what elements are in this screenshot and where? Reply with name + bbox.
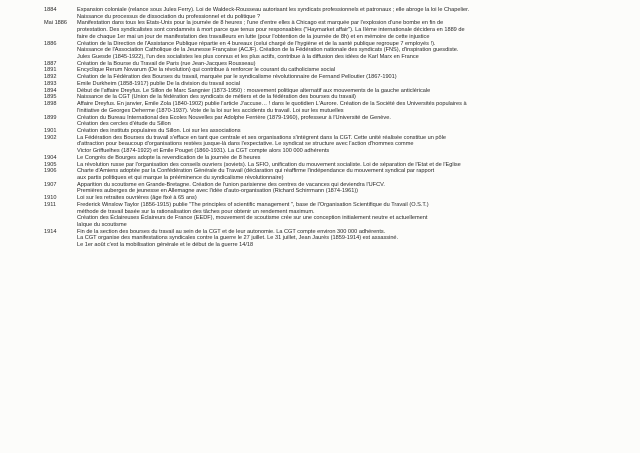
entry-year: 1891 (44, 67, 57, 74)
entry-line: La révolution russe par l'organisation des conseils ouvriers (soviets). La SFIO, unification du mouvement socialiste. Loi de séparation de l'Etat et de l'Eglise (77, 161, 461, 168)
entry-text (77, 155, 632, 162)
entry-line: Expansion coloniale (relance sous Jules Ferry). Loi de Waldeck-Rousseau autorisant les syndicats professionnels et patronaux ; elle abroge la loi le Chapelier. (77, 7, 470, 13)
entry-line: Début de l'affaire Dreyfus. Le Sillon de Marc Sangnier (1873-1950) : mouvement politique alternatif aux mouvements de la gauche anticléricale (77, 87, 431, 94)
entry-text (77, 195, 632, 202)
entry-year: 1886 (44, 40, 57, 47)
entry-line: Emile Durkheim (1858-1917) publie De la division du travail social (77, 80, 240, 87)
timeline-entry-1899 (44, 115, 632, 128)
entry-line: faire de chaque 1er mai un jour de manifestation des travailleurs en lutte (pour l'obtention de la journée de 8h) et en mémoire de cette injustice (77, 33, 430, 40)
entry-year: 1901 (44, 127, 57, 134)
timeline-entry-1891 (44, 67, 632, 74)
entry-line: aux partis politiques et qui marque la prééminence du syndicalisme révolutionnaire) (77, 174, 284, 181)
timeline-entry-1901 (44, 128, 632, 135)
entry-line: Création des instituts populaires du Sillon. Loi sur les associations (77, 127, 241, 134)
entry-line: Jules Guesde (1845-1922), l'un des socialistes les plus connus et les plus actifs, contribue à la diffusion des idées de Karl Marx en France (77, 54, 419, 61)
entry-line: Encyclique Rerum Novarum (De la révolution) qui contribue à renforcer le courant du catholicisme social (77, 67, 336, 74)
entry-text (77, 135, 632, 155)
entry-line: Apparition du scoutisme en Grande-Bretagne. Création de l'union parisienne des centres de vacances qui deviendra l'UFCV. (77, 181, 385, 188)
entry-line: Création du Bureau International des Ecoles Nouvelles par Adolphe Ferrière (1879-1960), professeur à l'Université de Genève. (77, 114, 391, 121)
entry-line: Affaire Dreyfus. En janvier, Emile Zola (1840-1902) publie l'article J'accuse… ! dans le quotidien L'Aurore. Création de la Société des Universités populaires à (77, 101, 467, 108)
timeline-entry-1894 (44, 88, 632, 95)
entry-year: Mai 1886 (44, 20, 68, 27)
timeline-entry-1910 (44, 195, 632, 202)
timeline-entry-1906 (44, 168, 632, 181)
entry-line: Manifestation dans tous les Etats-Unis pour la journée de 8 heures ; l'une d'entre elles à Chicago est marquée par l'explosion d'une bombe en fin de (77, 20, 444, 27)
entry-text (77, 88, 632, 95)
timeline-entry-1911 (44, 202, 632, 229)
timeline-entry-1895 (44, 94, 632, 101)
entry-line: protestation. Des syndicalistes sont condamnés à mort parce que tenus pour responsables ("Haymarket affair"). La IIème internationale décidera en 1889 de (77, 27, 465, 34)
entry-line: Naissance du processus de dissociation du professionnel et du politique ? (77, 13, 261, 20)
entry-text (77, 94, 632, 101)
timeline (44, 7, 632, 249)
timeline-entry-1905 (44, 162, 632, 169)
entry-text (77, 7, 632, 20)
entry-line: Création de la Fédération des Bourses du travail, marquée par le syndicalisme révolutionnaire de Fernand Pelloutier (1867-1901) (77, 74, 397, 81)
entry-line: Charte d'Amiens adoptée par la Confédération Générale du Travail (déclaration qui réaffirme l'indépendance du mouvement syndical par rapport (77, 168, 435, 175)
entry-line: Premières auberges de jeunesse en Allemagne avec l'idée d'auto-organisation (Richard Schirrmann (1874-1961)) (77, 188, 359, 195)
timeline-entry-1898 (44, 101, 632, 114)
entry-line: Naissance de l'Association Catholique de la Jeunesse Française (ACJF). Création de la Fédération nationale des syndicats (FNS), d'inspiration guesdiste. (77, 47, 459, 54)
entry-year: 1914 (44, 228, 57, 235)
entry-year: 1907 (44, 181, 57, 188)
entry-line: d'attraction pour beaucoup d'organisations restées jusque-là dans l'expectative. Le syndicat se structure avec l'action d'hommes comme (77, 141, 414, 148)
entry-year: 1894 (44, 87, 57, 94)
entry-line: laïque du scoutisme (77, 222, 127, 228)
timeline-entry-1907 (44, 182, 632, 195)
entry-line: Création de la Bourse du Travail de Paris (rue Jean-Jacques Rousseau) (77, 60, 256, 67)
entry-line: La CGT organise des manifestations syndicales contre la guerre le 27 juillet. Le 31 juillet, Jean Jaurès (1859-1914) est assassiné. (77, 235, 399, 242)
entry-text (77, 168, 632, 181)
entry-text (77, 41, 632, 61)
entry-text (77, 182, 632, 195)
entry-year: 1910 (44, 195, 57, 202)
entry-text (77, 81, 632, 88)
entry-text (77, 20, 632, 40)
timeline-entry-1886 (44, 41, 632, 61)
timeline-entry-1914 (44, 229, 632, 249)
entry-line: La Fédération des Bourses du travail s'efface en tant que centrale et ses organisations s'intègrent dans la CGT. Cette unité réalisée constitue un pôle (77, 134, 446, 141)
entry-line: Fin de la section des bourses du travail au sein de la CGT et de leur autonomie. La CGT compte environ 300 000 adhérents. (77, 228, 386, 235)
entry-year: 1906 (44, 168, 57, 175)
entry-text (77, 74, 632, 81)
entry-line: Le Congrès de Bourges adopte la revendication de la journée de 8 heures (77, 154, 261, 161)
entry-line: Création de la Direction de l'Assistance Publique répartie en 4 bureaux (celui chargé de l'hygiène et de la santé publique regroupe 7 employés !). (77, 40, 436, 47)
entry-text (77, 162, 632, 169)
entry-line: Frederick Winslow Taylor (1856-1915) publie "The principles of scientific management ", base de l'Organisation Scientifique du Travail (O.S.T.) (77, 201, 429, 208)
timeline-entry-1904 (44, 155, 632, 162)
timeline-entry-1893 (44, 81, 632, 88)
entry-year: 1898 (44, 101, 57, 108)
timeline-entry-1892 (44, 74, 632, 81)
entry-line: méthode de travail basée sur la rationalisation des tâches pour obtenir un rendement maximum. (77, 208, 315, 215)
entry-text (77, 67, 632, 74)
entry-text (77, 128, 632, 135)
entry-year: 1905 (44, 161, 57, 168)
entry-line: Création des Éclaireuses Éclaireurs de France (EEDF), mouvement de scoutisme crée sur une conception initialement neutre et actuellement (77, 215, 428, 222)
entry-text (77, 229, 632, 249)
entry-year: 1902 (44, 134, 57, 141)
entry-year: 1884 (44, 7, 57, 13)
entry-year: 1899 (44, 114, 57, 121)
entry-year: 1895 (44, 94, 57, 101)
timeline-entry-1884 (44, 7, 632, 20)
entry-line: Loi sur les retraites ouvrières (âge fixé à 65 ans) (77, 195, 197, 202)
timeline-entry-may-1886 (44, 20, 632, 40)
timeline-entry-1902 (44, 135, 632, 155)
entry-text (77, 61, 632, 68)
entry-line: Naissance de la CGT (Union de la fédération des syndicats de métiers et de la fédération des bourses du travail) (77, 94, 356, 101)
entry-line: Le 1er août c'est la mobilisation générale et le début de la guerre 14/18 (77, 242, 254, 249)
timeline-entry-1887 (44, 61, 632, 68)
entry-line: l'initiative de Georges Deherme (1870-1937). Vote de la loi sur les accidents du travail. Loi sur les mutuelles (77, 107, 344, 114)
entry-year: 1887 (44, 60, 57, 67)
entry-line: Création des cercles d'étude du Sillon (77, 121, 171, 128)
entry-line: Victor Griffuelhes (1874-1922) et Emile Pouget (1860-1931). La CGT compte alors 100 000 adhérents (77, 148, 330, 155)
entry-year: 1892 (44, 74, 57, 81)
entry-year: 1911 (44, 201, 57, 208)
entry-year: 1904 (44, 154, 57, 161)
entry-year: 1893 (44, 80, 57, 87)
entry-text (77, 202, 632, 229)
entry-text (77, 101, 632, 114)
entry-text (77, 115, 632, 128)
